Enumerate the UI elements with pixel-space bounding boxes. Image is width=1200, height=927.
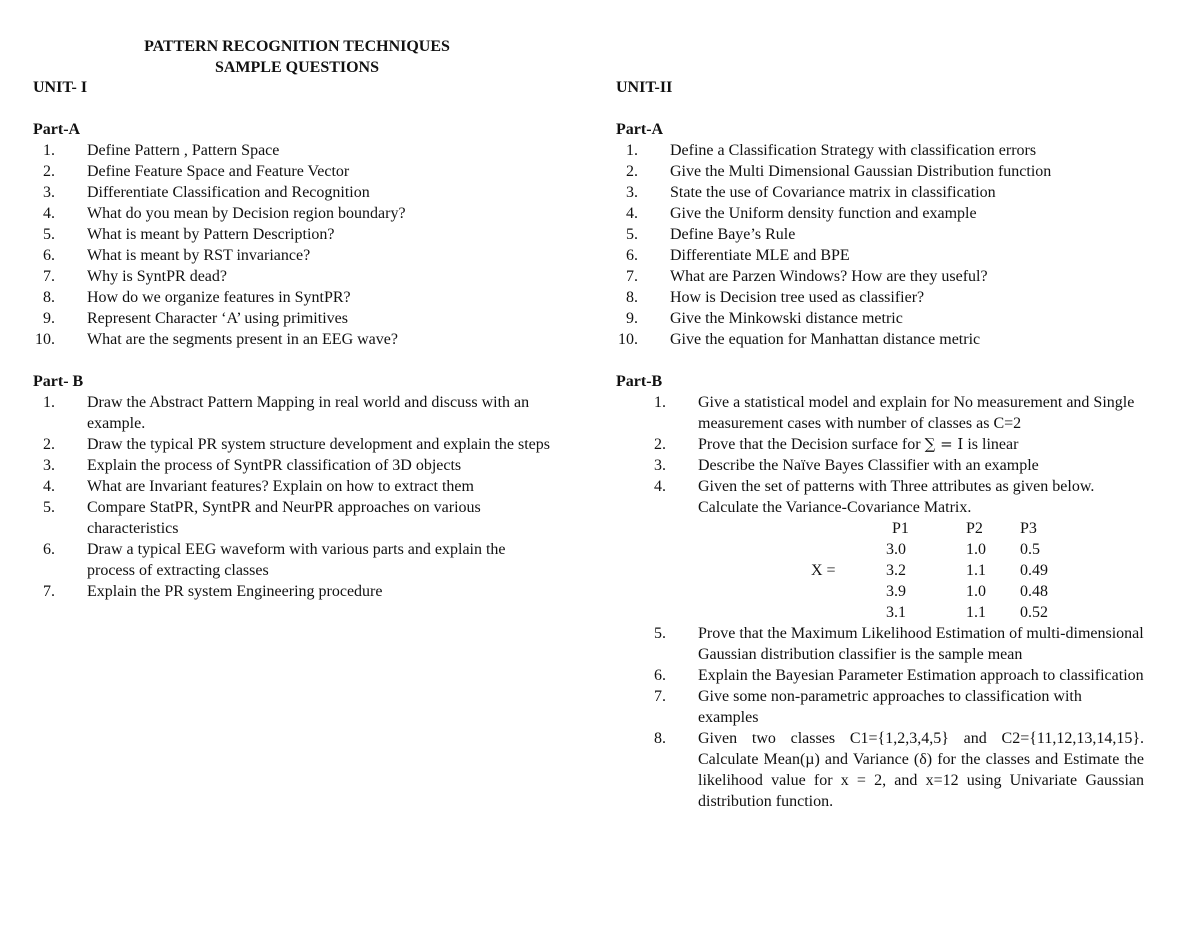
unit-2-part-b-heading: Part-B [616, 373, 663, 390]
question-text: Draw a typical EEG waveform with various parts and explain the process of extracting classes [87, 541, 506, 579]
list-item [33, 497, 553, 539]
item-number: 8. [654, 730, 666, 747]
item-number: 8. [626, 289, 638, 306]
question-text: Describe the Naïve Bayes Classifier with an example [698, 457, 1039, 474]
item-number: 3. [43, 184, 55, 201]
item-number: 5. [43, 499, 55, 516]
item-number: 1. [43, 142, 55, 159]
unit-1-heading: UNIT- I [33, 79, 88, 96]
matrix-cell: 3.2 [886, 562, 906, 579]
list-item [616, 182, 1156, 203]
item-number: 7. [43, 583, 55, 600]
question-text: Give some non-parametric approaches to classification with examples [698, 688, 1082, 726]
matrix-label: X = [811, 562, 836, 579]
list-item [616, 623, 1146, 665]
matrix-row [886, 539, 1070, 560]
unit-1-part-a-heading: Part-A [33, 121, 81, 138]
unit-2-heading: UNIT-II [616, 79, 673, 96]
item-number: 1. [43, 394, 55, 411]
item-number: 8. [43, 289, 55, 306]
question-text: Give the Minkowski distance metric [670, 310, 903, 327]
unit-2-part-b-list [616, 392, 1146, 518]
question-text: Define Pattern , Pattern Space [87, 142, 280, 159]
item-number: 9. [43, 310, 55, 327]
document-subtitle: SAMPLE QUESTIONS [214, 59, 380, 76]
item-number: 9. [626, 310, 638, 327]
list-item [616, 392, 1146, 434]
item-number: 2. [43, 436, 55, 453]
item-number: 4. [43, 478, 55, 495]
question-text: What are Parzen Windows? How are they useful? [670, 268, 988, 285]
item-number: 2. [626, 163, 638, 180]
list-item [616, 455, 1146, 476]
question-text: Differentiate Classification and Recognition [87, 184, 370, 201]
question-text: Define Baye’s Rule [670, 226, 796, 243]
item-number: 3. [626, 184, 638, 201]
list-item [33, 434, 553, 455]
unit-1-column [33, 77, 573, 602]
list-item [616, 308, 1156, 329]
question-text: Prove that the Decision surface for [698, 436, 925, 453]
list-item [616, 245, 1156, 266]
question-text: Draw the Abstract Pattern Mapping in real world and discuss with an example. [87, 394, 530, 432]
item-number: 7. [43, 268, 55, 285]
question-text: State the use of Covariance matrix in classification [670, 184, 996, 201]
list-item [33, 224, 573, 245]
list-item [616, 203, 1156, 224]
list-item [33, 455, 553, 476]
list-item [33, 203, 573, 224]
question-text: Differentiate MLE and BPE [670, 247, 850, 264]
question-text: Give the Multi Dimensional Gaussian Distribution function [670, 163, 1052, 180]
unit-1-part-b-heading: Part- B [33, 373, 84, 390]
item-number: 5. [43, 226, 55, 243]
item-number: 6. [654, 667, 666, 684]
question-text: Give the equation for Manhattan distance metric [670, 331, 981, 348]
list-item [616, 329, 1156, 350]
list-item [33, 140, 573, 161]
item-number: 5. [654, 625, 666, 642]
matrix-cell: 1.1 [966, 604, 986, 621]
matrix-cell: 3.9 [886, 583, 906, 600]
list-item [33, 392, 553, 434]
question-text: Given the set of patterns with Three attributes as given below. Calculate the Variance-Covariance Matrix. [698, 478, 1095, 516]
item-number: 4. [654, 478, 666, 495]
list-item [33, 245, 573, 266]
matrix-cell: 1.0 [966, 541, 986, 558]
item-number: 2. [43, 163, 55, 180]
question-text: Give a statistical model and explain for No measurement and Single measurement cases with number of classes as C=2 [698, 394, 1135, 432]
matrix-cell: 0.5 [1020, 541, 1040, 558]
question-text: Compare StatPR, SyntPR and NeurPR approaches on various characteristics [87, 499, 481, 537]
matrix-cell: 0.48 [1020, 583, 1048, 600]
unit-1-part-b-list [33, 392, 553, 602]
question-text-tail: is linear [963, 436, 1019, 453]
item-number: 6. [43, 541, 55, 558]
unit-1-part-a-list [33, 140, 573, 350]
item-number: 3. [43, 457, 55, 474]
item-number: 4. [626, 205, 638, 222]
item-number: 3. [654, 457, 666, 474]
list-item [33, 581, 553, 602]
item-number: 1. [626, 142, 638, 159]
matrix-header: P3 [1020, 520, 1037, 537]
question-text: Why is SyntPR dead? [87, 268, 227, 285]
item-number: 6. [626, 247, 638, 264]
matrix-header: P1 [892, 520, 909, 537]
matrix-cell: 0.49 [1020, 562, 1048, 579]
question-text: Given two classes C1={1,2,3,4,5} and C2={11,12,13,14,15}. Calculate Mean(µ) and Variance (δ) for the classes and Estimate the likelihood value for x = 2, and x=12 using Univariate Gaussian distribution function. [698, 730, 1144, 810]
unit-2-part-a-heading: Part-A [616, 121, 664, 138]
matrix-row [886, 581, 1070, 602]
pattern-matrix [616, 518, 1156, 623]
list-item [33, 329, 573, 350]
item-number: 6. [43, 247, 55, 264]
question-text: Explain the process of SyntPR classification of 3D objects [87, 457, 462, 474]
question-text: How is Decision tree used as classifier? [670, 289, 925, 306]
item-number: 7. [626, 268, 638, 285]
question-text: Draw the typical PR system structure development and explain the steps [87, 436, 550, 453]
list-item [33, 476, 553, 497]
list-item [616, 140, 1156, 161]
item-number: 1. [654, 394, 666, 411]
list-item [616, 287, 1156, 308]
list-item [616, 686, 1146, 728]
list-item [33, 161, 573, 182]
unit-2-column [616, 77, 1156, 812]
question-text: How do we organize features in SyntPR? [87, 289, 351, 306]
unit-2-part-a-list [616, 140, 1156, 350]
list-item [616, 665, 1146, 686]
unit-2-part-b-list-continued [616, 623, 1146, 812]
document-title: PATTERN RECOGNITION TECHNIQUES [144, 38, 450, 55]
list-item [616, 161, 1156, 182]
list-item [33, 539, 553, 581]
list-item [33, 182, 573, 203]
list-item [616, 728, 1146, 812]
list-item [616, 476, 1146, 518]
matrix-cell: 3.0 [886, 541, 906, 558]
matrix-cell: 1.0 [966, 583, 986, 600]
matrix-cell: 0.52 [1020, 604, 1048, 621]
matrix-row [886, 602, 1070, 623]
list-item [33, 266, 573, 287]
question-text: Explain the Bayesian Parameter Estimation approach to classification [698, 667, 1144, 684]
question-text: What are Invariant features? Explain on how to extract them [87, 478, 474, 495]
matrix-cell: 1.1 [966, 562, 986, 579]
item-number: 10. [35, 331, 55, 348]
question-text: Prove that the Maximum Likelihood Estimation of multi-dimensional Gaussian distribution classifier is the sample mean [698, 625, 1144, 663]
item-number: 4. [43, 205, 55, 222]
document-header [0, 36, 594, 78]
item-number: 10. [618, 331, 638, 348]
matrix-table [886, 518, 1070, 623]
item-number: 2. [654, 436, 666, 453]
question-text: What are the segments present in an EEG wave? [87, 331, 398, 348]
question-text: What is meant by RST invariance? [87, 247, 311, 264]
item-number: 5. [626, 226, 638, 243]
sigma-identity-symbol: ∑ = I [924, 435, 964, 453]
question-text: What is meant by Pattern Description? [87, 226, 335, 243]
question-text: Give the Uniform density function and example [670, 205, 977, 222]
list-item [616, 224, 1156, 245]
list-item [616, 434, 1146, 455]
question-text: Represent Character ‘A’ using primitives [87, 310, 348, 327]
question-text: Define a Classification Strategy with classification errors [670, 142, 1037, 159]
list-item [33, 287, 573, 308]
matrix-header-row [886, 518, 1070, 539]
question-text: What do you mean by Decision region boundary? [87, 205, 406, 222]
matrix-header: P2 [966, 520, 983, 537]
matrix-cell: 3.1 [886, 604, 906, 621]
question-text: Explain the PR system Engineering procedure [87, 583, 383, 600]
list-item [616, 266, 1156, 287]
item-number: 7. [654, 688, 666, 705]
question-text: Define Feature Space and Feature Vector [87, 163, 350, 180]
matrix-row [886, 560, 1070, 581]
list-item [33, 308, 573, 329]
